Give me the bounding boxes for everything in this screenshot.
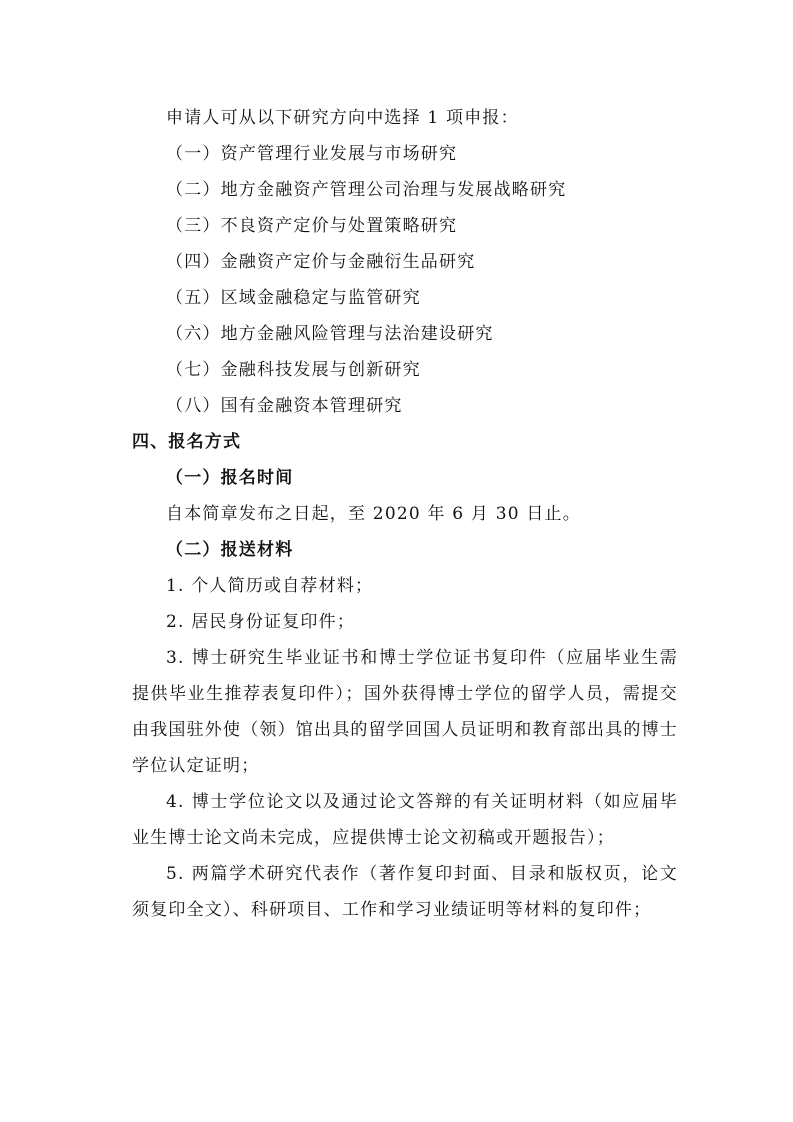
material-item-1: 1. 个人简历或自荐材料； [166,576,374,596]
section-heading-registration: 四、报名方式 [132,432,242,452]
direction-item-6: （六）地方金融风险管理与法治建设研究 [166,324,494,344]
direction-item-8: （八）国有金融资本管理研究 [166,396,403,416]
document-body [132,100,678,928]
material-item-2: 2. 居民身份证复印件； [166,612,356,632]
direction-item-7: （七）金融科技发展与创新研究 [166,360,421,380]
material-item-3: 3. 博士研究生毕业证书和博士学位证书复印件（应届毕业生需提供毕业生推荐表复印件）；国外获得博士学位的留学人员，需提交由我国驻外使（领）馆出具的留学回国人员证明和教育部出具的博士学位认定证明； [132,648,678,776]
material-item-4: 4. 博士学位论文以及通过论文答辩的有关证明材料（如应届毕业生博士论文尚未完成，应提供博士论文初稿或开题报告）； [132,792,678,848]
registration-time-text: 自本简章发布之日起，至 2020 年 6 月 30 日止。 [166,504,581,524]
direction-item-4: （四）金融资产定价与金融衍生品研究 [166,252,476,272]
intro-line: 申请人可从以下研究方向中选择 1 项申报： [166,108,519,128]
direction-item-5: （五）区域金融稳定与监管研究 [166,288,421,308]
subheading-materials: （二）报送材料 [166,540,294,560]
direction-item-1: （一）资产管理行业发展与市场研究 [166,144,458,164]
subheading-registration-time: （一）报名时间 [166,468,294,488]
direction-item-3: （三）不良资产定价与处置策略研究 [166,216,458,236]
material-item-5: 5. 两篇学术研究代表作（著作复印封面、目录和版权页，论文须复印全文）、科研项目、工作和学习业绩证明等材料的复印件； [132,864,678,920]
direction-item-2: （二）地方金融资产管理公司治理与发展战略研究 [166,180,567,200]
